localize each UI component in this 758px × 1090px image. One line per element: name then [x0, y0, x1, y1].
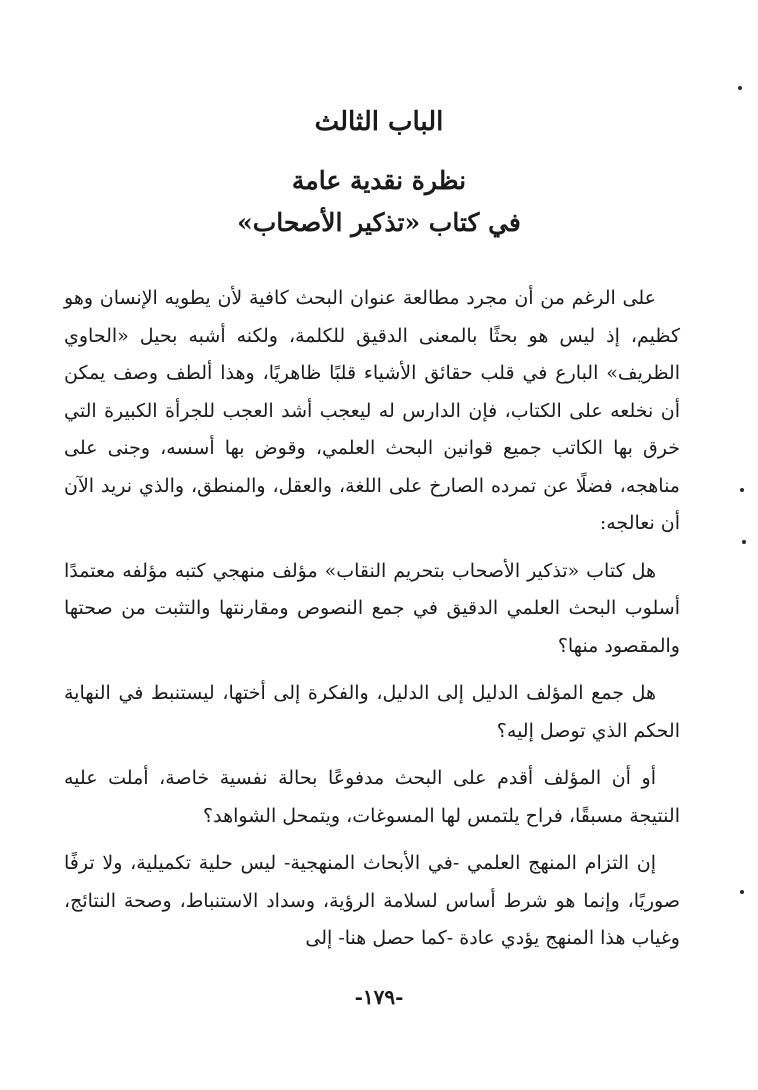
margin-speck [738, 86, 742, 90]
chapter-title: الباب الثالث [314, 107, 444, 137]
paragraph-5: إن التزام المنهج العلمي -في الأبحاث المنهجية- ليس حلية تكميلية، ولا ترفًا صوريًا، وإنما هو شرط أساس لسلامة الرؤية، وسداد الاستنباط، وصحة النتائج، وغياب هذا المنهج يؤدي عادة -كما حصل هنا- إلى [64, 852, 680, 949]
paragraph-3: هل جمع المؤلف الدليل إلى الدليل، والفكرة إلى أختها، ليستنبط في النهاية الحكم الذي توصل إليه؟ [64, 682, 680, 742]
paragraph-2: هل كتاب «تذكير الأصحاب بتحريم النقاب» مؤلف منهجي كتبه مؤلفه معتمدًا أسلوب البحث العلمي الدقيق في جمع النصوص ومقارنتها والتثبت من صحتها والمقصود منها؟ [64, 559, 680, 657]
page-number: -١٧٩- [354, 985, 404, 1009]
section-title-line-2: في كتاب «تذكير الأصحاب» [237, 208, 521, 237]
paragraph-4: أو أن المؤلف أقدم على البحث مدفوعًا بحالة نفسية خاصة، أملت عليه النتيجة مسبقًا، فراح يلتمس لها المسوغات، ويتمحل الشواهد؟ [64, 767, 680, 827]
margin-speck [740, 890, 744, 894]
heading-block [80, 100, 678, 244]
body-text [64, 280, 680, 968]
paragraph-1: على الرغم من أن مجرد مطالعة عنوان البحث كافية لأن يطويه الإنسان وهو كظيم، إذ ليس هو بحثًا بالمعنى الدقيق للكلمة، ولكنه أشبه بحيل «الحاوي الظريف» البارع في قلب حقائق الأشياء قلبًا ظاهريًا، وهذا ألطف وصف يمكن أن نخلعه على الكتاب، فإن الدارس له ليعجب أشد العجب للجرأة الكبيرة التي خرق بها الكاتب جميع قوانين البحث العلمي، وقوض بها أسسه، وجنى على مناهجه، فضلًا عن تمرده الصارخ على اللغة، والعقل، والمنطق، والذي نريد الآن أن نعالجه: [64, 287, 680, 534]
section-title-line-1: نظرة نقدية عامة [291, 166, 467, 195]
margin-speck [742, 540, 746, 544]
margin-speck [740, 488, 744, 492]
